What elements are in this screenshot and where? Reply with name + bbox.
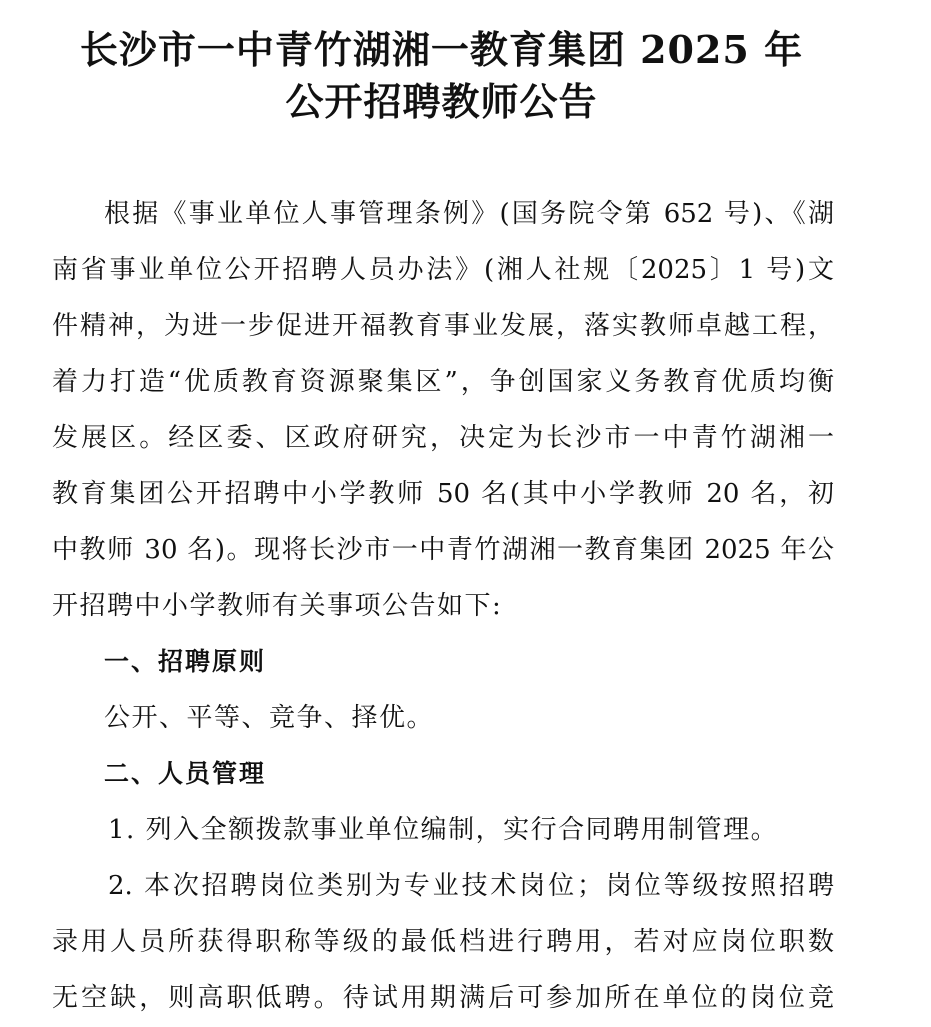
document-title-line-1: 长沙市一中青竹湖湘一教育集团 2025 年: [79, 27, 804, 72]
intro-paragraph-line-6: 教育集团公开招聘中小学教师 50 名(其中小学教师 20 名，初: [52, 479, 834, 509]
personnel-item-1: 1. 列入全额拨款事业单位编制，实行合同聘用制管理。: [108, 815, 779, 845]
personnel-item-2-line-2: 录用人员所获得职称等级的最低档进行聘用，若对应岗位职数: [52, 927, 834, 957]
intro-paragraph-line-7: 中教师 30 名)。现将长沙市一中青竹湖湘一教育集团 2025 年公: [52, 535, 834, 565]
personnel-item-2-line-3: 无空缺，则高职低聘。待试用期满后可参加所在单位的岗位竞: [52, 983, 834, 1013]
section-body-recruitment-principles: 公开、平等、竞争、择优。: [104, 703, 435, 733]
intro-paragraph-line-4: 着力打造“优质教育资源聚集区”，争创国家义务教育优质均衡: [52, 367, 834, 397]
intro-paragraph-line-8: 开招聘中小学教师有关事项公告如下:: [52, 591, 503, 621]
section-heading-recruitment-principles: 一、招聘原则: [104, 647, 267, 676]
intro-paragraph-line-3: 件精神，为进一步促进开福教育事业发展，落实教师卓越工程，: [52, 311, 834, 341]
document-title-line-2: 公开招聘教师公告: [285, 79, 598, 124]
personnel-item-2-line-1: 2. 本次招聘岗位类别为专业技术岗位；岗位等级按照招聘: [108, 871, 834, 901]
intro-paragraph-line-2: 南省事业单位公开招聘人员办法》(湘人社规〔2025〕1 号)文: [52, 255, 834, 285]
intro-paragraph-line-5: 发展区。经区委、区政府研究，决定为长沙市一中青竹湖湘一: [52, 423, 834, 453]
intro-paragraph-line-1: 根据《事业单位人事管理条例》(国务院令第 652 号)、《湖: [104, 199, 834, 229]
section-heading-personnel-management: 二、人员管理: [104, 759, 267, 788]
